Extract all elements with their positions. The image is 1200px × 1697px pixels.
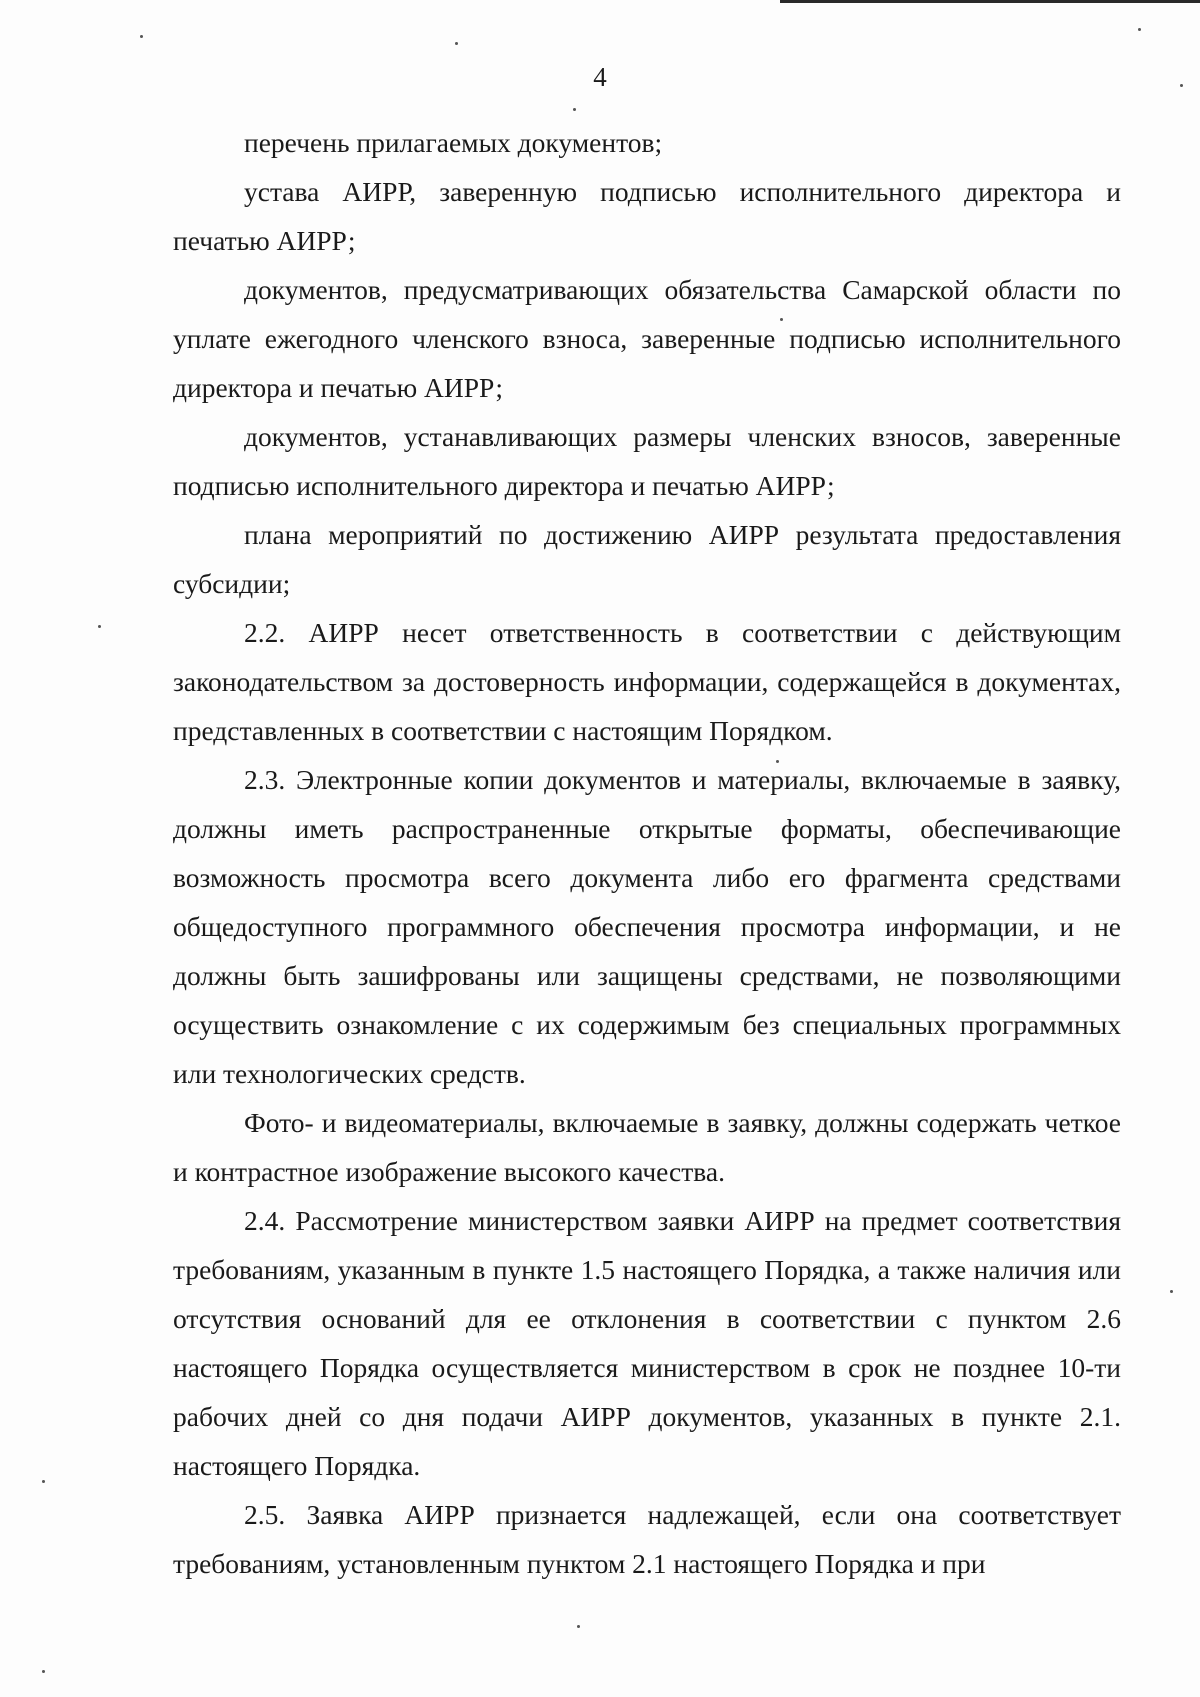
scan-speck [1180, 84, 1183, 87]
document-body [173, 118, 1121, 1588]
paragraph-obligations: документов, предусматривающих обязательства Самарской области по уплате ежегодного членского взноса, заверенные подписью исполнительного директора и печатью АИРР; [173, 274, 1121, 403]
scan-speck [776, 760, 779, 763]
paragraph-documents-list: перечень прилагаемых документов; [244, 127, 663, 158]
paragraph-fee-amounts: документов, устанавливающих размеры членских взносов, заверенные подписью исполнительного директора и печатью АИРР; [173, 421, 1121, 501]
paragraph-2-3: 2.3. Электронные копии документов и материалы, включаемые в заявку, должны иметь распространенные открытые форматы, обеспечивающие возможность просмотра всего документа либо его фрагмента средствами общедоступного программного обеспечения просмотра информации, и не должны быть зашифрованы или защищены средствами, не позволяющими осуществить ознакомление с их содержимым без специальных программных или технологических средств. [173, 764, 1121, 1089]
paragraph-charter: устава АИРР, заверенную подписью исполнительного директора и печатью АИРР; [173, 176, 1121, 256]
scan-speck [455, 42, 458, 45]
scan-speck [98, 625, 101, 628]
paragraph-media: Фото- и видеоматериалы, включаемые в заявку, должны содержать четкое и контрастное изображение высокого качества. [173, 1107, 1121, 1187]
scan-speck [1138, 28, 1141, 31]
scan-speck [42, 1670, 45, 1673]
scan-speck [140, 35, 143, 38]
page-number: 4 [593, 62, 607, 92]
scan-speck [42, 1480, 45, 1483]
paragraph-2-2: 2.2. АИРР несет ответственность в соответствии с действующим законодательством за достоверность информации, содержащейся в документах, представленных в соответствии с настоящим Порядком. [173, 617, 1121, 746]
scan-edge-line [780, 0, 1200, 3]
paragraph-2-5: 2.5. Заявка АИРР признается надлежащей, если она соответствует требованиям, установленным пунктом 2.1 настоящего Порядка и при [173, 1499, 1121, 1579]
paragraph-2-4: 2.4. Рассмотрение министерством заявки АИРР на предмет соответствия требованиям, указанным в пункте 1.5 настоящего Порядка, а также наличия или отсутствия оснований для ее отклонения в соответствии с пунктом 2.6 настоящего Порядка осуществляется министерством в срок не позднее 10-ти рабочих дней со дня подачи АИРР документов, указанных в пункте 2.1. настоящего Порядка. [173, 1205, 1121, 1481]
scan-speck [1170, 1290, 1173, 1293]
scan-speck [577, 1625, 580, 1628]
scan-speck [573, 108, 576, 111]
scan-speck [780, 318, 783, 321]
paragraph-action-plan: плана мероприятий по достижению АИРР результата предоставления субсидии; [173, 519, 1121, 599]
